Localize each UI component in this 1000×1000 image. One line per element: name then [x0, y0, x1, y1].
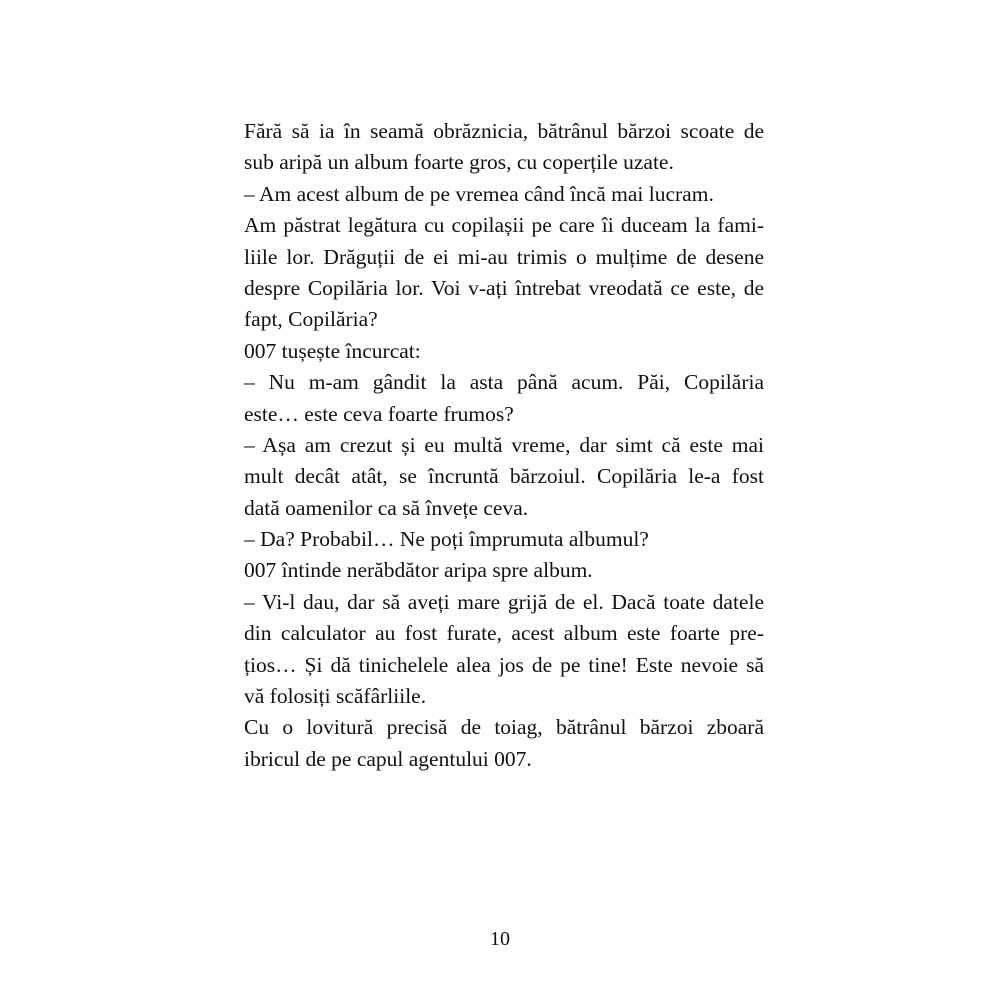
text-line: 007 întinde nerăbdător aripa spre album. [244, 558, 593, 583]
text-line: ibricul de pe capul agentului 007. [244, 746, 532, 771]
text-line: vă folosiți scăfârliile. [244, 684, 427, 709]
text-line: sub aripă un album foarte gros, cu coperțile uzate. [244, 150, 674, 175]
text-line: Fără să ia în seamă obrăznicia, bătrânul bărzoi scoate de [244, 119, 764, 143]
text-line: mult decât atât, se încruntă bărzoiul. Copilăria le-a fost [244, 464, 764, 489]
text-line: Cu o lovitură precisă de toiag, bătrânul bărzoi zboară [244, 715, 764, 740]
text-line: țios… Și dă tinichelele alea jos de pe tine! Este nevoie să [244, 652, 764, 677]
text-line: despre Copilăria lor. Voi v-ați întrebat vreodată ce este, de [244, 275, 764, 300]
text-line: – Da? Probabil… Ne poți împrumuta albumul? [244, 527, 649, 552]
text-line: 007 tușește încurcat: [244, 338, 421, 363]
text-line: fapt, Copilăria? [244, 307, 378, 332]
text-line: – Vi-l dau, dar să aveți mare grijă de el. Dacă toate datele [244, 589, 764, 614]
page-body-text [244, 116, 764, 775]
text-line: – Am acest album de pe vremea când încă mai lucram. [244, 181, 714, 206]
text-line: liile lor. Drăguții de ei mi-au trimis o mulțime de desene [244, 244, 764, 269]
text-line: – Așa am crezut și eu multă vreme, dar simt că este mai [244, 432, 764, 457]
text-line: din calculator au fost furate, acest album este foarte pre- [244, 621, 764, 646]
page-number: 10 [490, 928, 510, 950]
text-line: Am păstrat legătura cu copilașii pe care îi duceam la fami- [244, 213, 764, 238]
text-line: – Nu m-am gândit la asta până acum. Păi, Copilăria [244, 370, 764, 395]
text-line: dată oamenilor ca să învețe ceva. [244, 495, 529, 520]
text-line: este… este ceva foarte frumos? [244, 401, 514, 426]
